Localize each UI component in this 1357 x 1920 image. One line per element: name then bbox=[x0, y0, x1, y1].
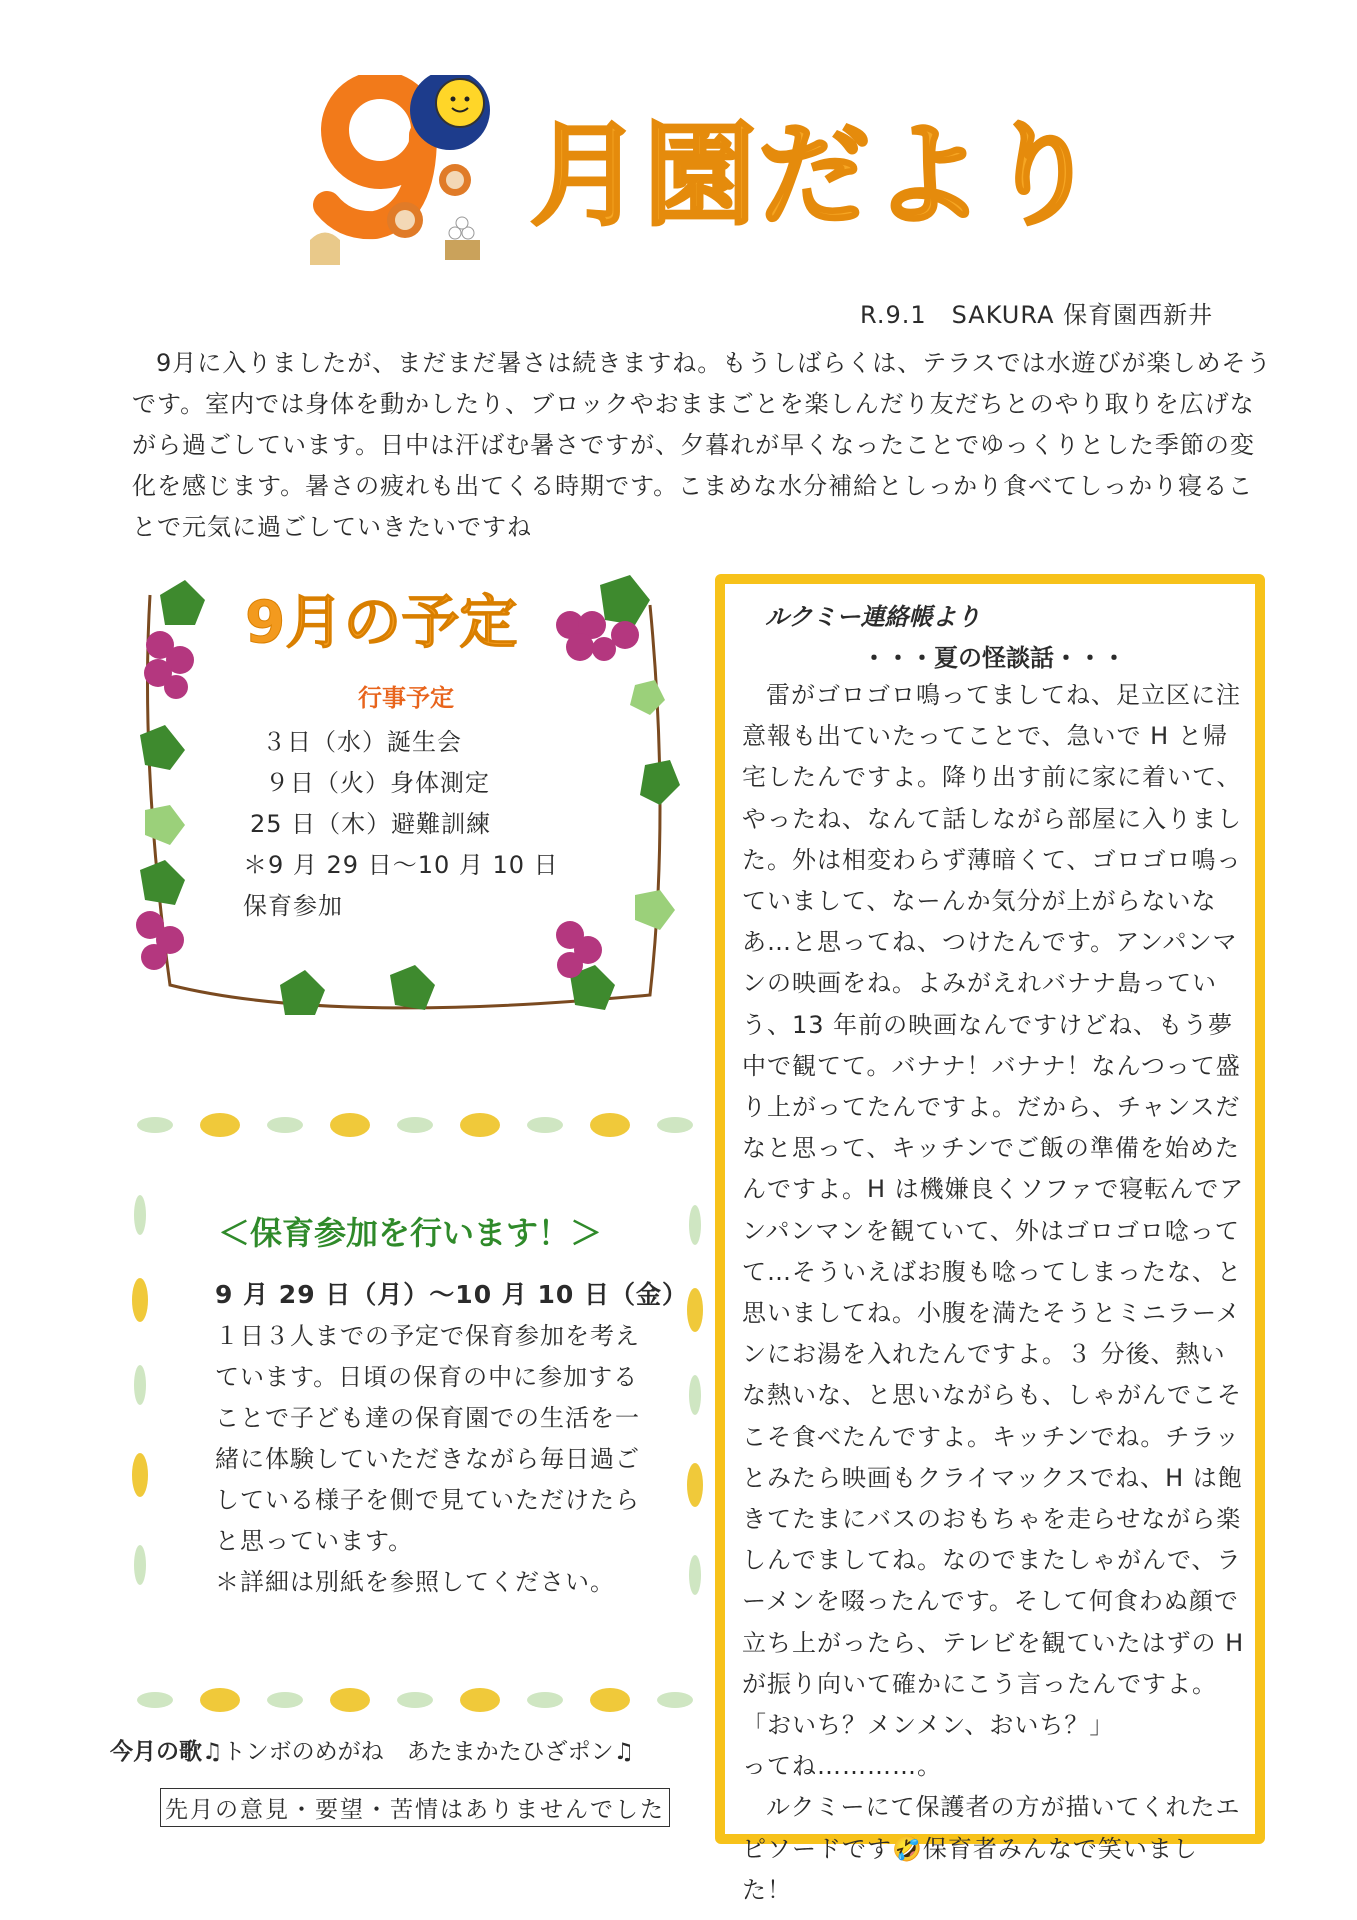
lukumi-story-text bbox=[742, 675, 1247, 1911]
monthly-song bbox=[110, 1733, 634, 1766]
issue-date-and-school: R.9.1 SAKURA 保育園西新井 bbox=[860, 301, 1214, 329]
participation-text: １日３人までの予定で保育参加を考えています。日頃の保育の中に参加することで子ども達の保育園での生活を一緒に体験していただきながら毎日過ごしている様子を側で見ていただけたらと思っています。 bbox=[215, 1322, 640, 1555]
music-note-icon: ♫ bbox=[202, 1739, 223, 1765]
participation-heading: ＜保育参加を行います！＞ bbox=[218, 1214, 603, 1252]
month-number-illustration bbox=[305, 75, 515, 275]
story-closing-end: 保育者みんなで笑いました！ bbox=[742, 1834, 1198, 1904]
events-subheading: 行事予定 bbox=[358, 684, 454, 712]
newsletter-title: 月園だより bbox=[530, 111, 1100, 241]
story-quote: 「おいち？メンメン、おいち？」 bbox=[742, 1711, 1115, 1740]
participation-dates: 9 月 29 日（月）～10 月 10 日（金） bbox=[215, 1280, 688, 1309]
story-after: ってね…………。 bbox=[742, 1752, 942, 1781]
song-titles: トンボのめがね あたまかたひざポン bbox=[222, 1739, 614, 1765]
lukumi-title: ルクミー連絡帳より bbox=[765, 603, 981, 631]
schedule-item: ３日（水）誕生会 bbox=[262, 728, 462, 756]
lukumi-subtitle: ・・・夏の怪談話・・・ bbox=[862, 644, 1126, 672]
schedule-heading: 9月の予定 bbox=[245, 588, 518, 656]
participation-note: ＊詳細は別紙を参照してください。 bbox=[215, 1568, 615, 1596]
participation-body bbox=[215, 1316, 640, 1603]
laughing-emoji-icon: 🤣 bbox=[892, 1834, 923, 1863]
schedule-item: 25 日（木）避難訓練 bbox=[250, 810, 492, 838]
schedule-item: ＊9 月 29 日～10 月 10 日 bbox=[243, 851, 559, 879]
schedule-item: 保育参加 bbox=[243, 892, 343, 920]
story-closing: ルクミーにて保護者の方が描いてくれたエピソードです bbox=[742, 1793, 1241, 1863]
story-body: 雷がゴロゴロ鳴ってましてね、足立区に注意報も出ていたってことで、急いで H と帰宅したんですよ。降り出す前に家に着いて、やったね、なんて話しながら部屋に入りました。外は相変わらず薄暗くて、ゴロゴロ鳴っていまして、なーんか気分が上がらないなあ…と思ってね、つけたんです。アンパンマンの映画をね。よみがえれバナナ島っていう、13 年前の映画なんですけどね、もう夢中で観てて。バナナ！バナナ！なんつって盛り上がってたんですよ。だから、チャンスだなと思って、キッチンでご飯の準備を始めたんですよ。H は機嫌良くソファで寝転んでアンパンマンを観ていて、外はゴロゴロ唸ってて…そういえばお腹も唸ってしまったな、と思いましてね。小腹を満たそうとミニラーメンにお湯を入れたんですよ。３ 分後、熱いな熱いな、と思いながらも、しゃがんでこそこそ食べたんですよ。キッチンでね。チラッとみたら映画もクライマックスでね、H は飽きてたまにバスのおもちゃを走らせながら楽しんでましてね。なのでまたしゃがんで、ラーメンを啜ったんです。そして何食わぬ顔で立ち上がったら、テレビを観ていたはずの H が振り向いて確かにこう言ったんですよ。 bbox=[742, 681, 1245, 1698]
schedule-item: ９日（火）身体測定 bbox=[265, 769, 490, 797]
song-label: 今月の歌 bbox=[110, 1739, 202, 1765]
music-note-icon: ♫ bbox=[613, 1739, 635, 1765]
opinion-notice: 先月の意見・要望・苦情はありませんでした bbox=[160, 1788, 670, 1827]
intro-paragraph: 9月に入りましたが、まだまだ暑さは続きますね。もうしばらくは、テラスでは水遊びが楽しめそうです。室内では身体を動かしたり、ブロックやおままごとを楽しんだり友だちとのやり取りを広げながら過ごしています。日中は汗ばむ暑さですが、夕暮れが早くなったことでゆっくりとした季節の変化を感じます。暑さの疲れも出てくる時期です。こまめな水分補給としっかり食べてしっかり寝ることで元気に過ごしていきたいですね bbox=[132, 349, 1272, 541]
